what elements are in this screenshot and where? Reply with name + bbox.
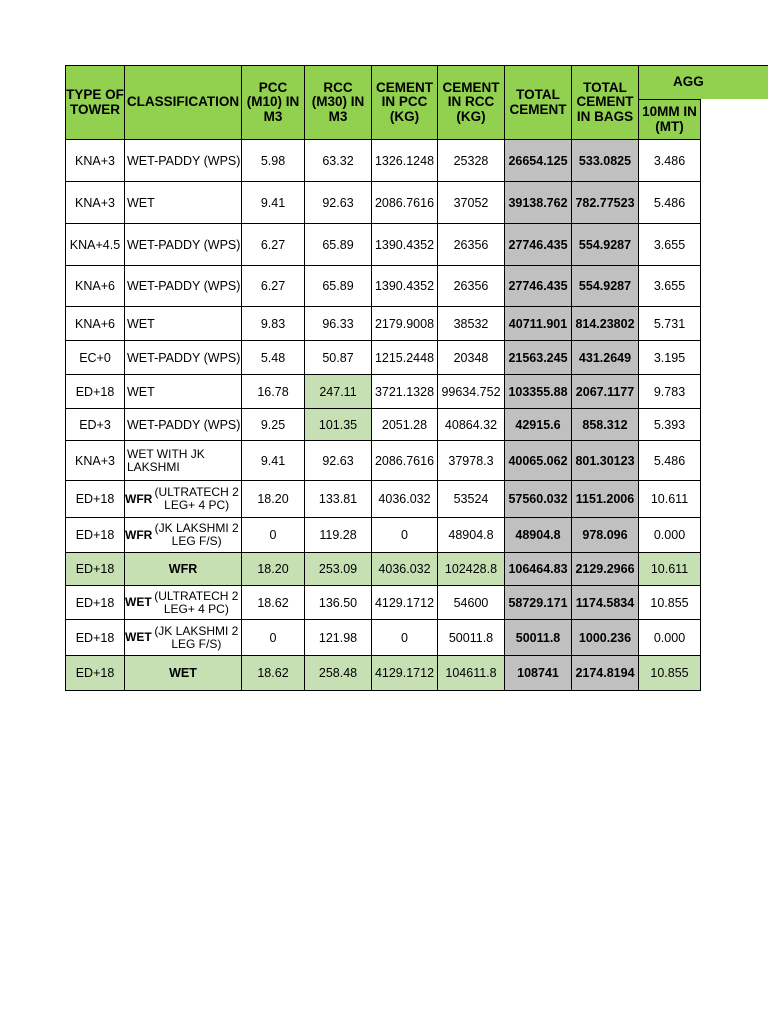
classification-type: WET	[169, 666, 197, 680]
cell-classification[interactable]	[125, 224, 242, 266]
cell-cpcc[interactable]: 2086.7616	[372, 182, 438, 224]
cell-pcc[interactable]: 18.62	[242, 586, 305, 620]
cell-tower[interactable]: ED+3	[65, 409, 125, 441]
cell-bags[interactable]: 782.77523	[572, 182, 639, 224]
cell-agg[interactable]: 9.783	[639, 375, 701, 409]
cell-classification[interactable]	[125, 620, 242, 656]
cell-cpcc[interactable]: 4129.1712	[372, 586, 438, 620]
cell-total[interactable]: 58729.171	[505, 586, 572, 620]
cell-agg[interactable]: 5.486	[639, 441, 701, 481]
cell-classification[interactable]	[125, 266, 242, 307]
cell-agg[interactable]: 3.195	[639, 341, 701, 375]
classification-type: WFR	[125, 527, 153, 542]
cell-pcc[interactable]: 5.98	[242, 140, 305, 182]
cell-crcc[interactable]: 26356	[438, 266, 505, 307]
cell-cpcc[interactable]: 1390.4352	[372, 266, 438, 307]
cell-agg[interactable]: 0.000	[639, 620, 701, 656]
cell-total[interactable]: 108741	[505, 656, 572, 691]
cell-total[interactable]: 26654.125	[505, 140, 572, 182]
cell-classification[interactable]	[125, 586, 242, 620]
cell-pcc[interactable]: 0	[242, 620, 305, 656]
cell-total[interactable]: 57560.032	[505, 481, 572, 518]
cell-tower[interactable]: KNA+6	[65, 266, 125, 307]
cell-agg[interactable]: 10.855	[639, 586, 701, 620]
classification-detail: (ULTRATECH 2 LEG+ 4 PC)	[154, 485, 239, 512]
cell-bags[interactable]: 2067.1177	[572, 375, 639, 409]
cell-tower[interactable]: ED+18	[65, 620, 125, 656]
cell-cpcc[interactable]: 4036.032	[372, 553, 438, 586]
cell-pcc[interactable]: 18.62	[242, 656, 305, 691]
cell-rcc[interactable]: 101.35	[305, 409, 372, 441]
cell-tower[interactable]: ED+18	[65, 375, 125, 409]
cell-agg[interactable]: 5.731	[639, 307, 701, 341]
header-pcc[interactable]: PCC (M10) IN M3	[242, 65, 305, 140]
cell-cpcc[interactable]: 2086.7616	[372, 441, 438, 481]
cell-crcc[interactable]: 38532	[438, 307, 505, 341]
cell-classification[interactable]	[125, 375, 242, 409]
cell-rcc[interactable]: 92.63	[305, 182, 372, 224]
cell-bags[interactable]: 801.30123	[572, 441, 639, 481]
cell-agg[interactable]: 3.655	[639, 224, 701, 266]
classification-detail: (JK LAKSHMI 2 LEG F/S)	[154, 623, 239, 651]
cell-crcc[interactable]: 37978.3	[438, 441, 505, 481]
cell-pcc[interactable]: 6.27	[242, 266, 305, 307]
cell-rcc[interactable]: 136.50	[305, 586, 372, 620]
cell-bags[interactable]: 431.2649	[572, 341, 639, 375]
classification-detail: WET	[127, 384, 155, 399]
cell-tower[interactable]: KNA+3	[65, 441, 125, 481]
header-total-bags[interactable]: TOTAL CEMENT IN BAGS	[572, 65, 639, 140]
classification-type: WET	[125, 630, 152, 645]
cell-crcc[interactable]: 20348	[438, 341, 505, 375]
classification-detail: WET-PADDY (WPS)	[127, 350, 241, 365]
header-cement-pcc[interactable]: CEMENT IN PCC (KG)	[372, 65, 438, 140]
header-agg-10mm[interactable]: 10MM IN (MT)	[639, 99, 701, 140]
classification-detail: WET-PADDY (WPS)	[127, 417, 241, 432]
cell-agg[interactable]: 10.855	[639, 656, 701, 691]
cell-classification[interactable]	[125, 140, 242, 182]
classification-detail: WET-PADDY (WPS)	[127, 279, 241, 293]
cell-rcc[interactable]: 50.87	[305, 341, 372, 375]
cell-pcc[interactable]: 18.20	[242, 553, 305, 586]
cell-bags[interactable]: 554.9287	[572, 266, 639, 307]
cell-classification[interactable]	[125, 518, 242, 553]
cell-tower[interactable]: KNA+3	[65, 182, 125, 224]
cell-agg[interactable]: 0.000	[639, 518, 701, 553]
cell-rcc[interactable]: 119.28	[305, 518, 372, 553]
cell-classification[interactable]	[125, 481, 242, 518]
classification-detail: (ULTRATECH 2 LEG+ 4 PC)	[154, 588, 239, 616]
cell-bags[interactable]: 858.312	[572, 409, 639, 441]
cell-bags[interactable]: 554.9287	[572, 224, 639, 266]
classification-detail: WET	[127, 316, 155, 331]
header-total-cement[interactable]: TOTAL CEMENT	[505, 65, 572, 140]
classification-type: WFR	[168, 562, 198, 576]
cell-total[interactable]: 27746.435	[505, 224, 572, 266]
cell-tower[interactable]: KNA+4.5	[65, 224, 125, 266]
cell-agg[interactable]: 5.486	[639, 182, 701, 224]
cell-tower[interactable]: ED+18	[65, 481, 125, 518]
cell-rcc[interactable]: 258.48	[305, 656, 372, 691]
cell-rcc[interactable]: 96.33	[305, 307, 372, 341]
cell-rcc[interactable]: 63.32	[305, 140, 372, 182]
cell-total[interactable]: 42915.6	[505, 409, 572, 441]
cell-cpcc[interactable]: 2179.9008	[372, 307, 438, 341]
cell-rcc[interactable]: 253.09	[305, 553, 372, 586]
cell-classification[interactable]	[125, 341, 242, 375]
cell-bags[interactable]: 1151.2006	[572, 481, 639, 518]
cell-rcc[interactable]: 247.11	[305, 375, 372, 409]
cell-tower[interactable]: ED+18	[65, 553, 125, 586]
cell-agg[interactable]: 5.393	[639, 409, 701, 441]
cell-cpcc[interactable]: 1326.1248	[372, 140, 438, 182]
cell-cpcc[interactable]: 2051.28	[372, 409, 438, 441]
cell-classification[interactable]	[125, 441, 242, 481]
cell-agg[interactable]: 10.611	[639, 553, 701, 586]
header-classification[interactable]: CLASSIFICATION	[125, 65, 242, 140]
cell-bags[interactable]: 533.0825	[572, 140, 639, 182]
cell-agg[interactable]: 10.611	[639, 481, 701, 518]
cell-tower[interactable]: KNA+3	[65, 140, 125, 182]
cell-pcc[interactable]: 9.25	[242, 409, 305, 441]
cell-pcc[interactable]: 6.27	[242, 224, 305, 266]
cell-classification[interactable]	[125, 553, 242, 586]
cell-total[interactable]: 40711.901	[505, 307, 572, 341]
cell-total[interactable]: 27746.435	[505, 266, 572, 307]
cell-crcc[interactable]: 40864.32	[438, 409, 505, 441]
cell-rcc[interactable]: 121.98	[305, 620, 372, 656]
cell-crcc[interactable]: 54600	[438, 586, 505, 620]
header-cement-rcc[interactable]: CEMENT IN RCC (KG)	[438, 65, 505, 140]
cell-crcc[interactable]: 50011.8	[438, 620, 505, 656]
cell-crcc[interactable]: 104611.8	[438, 656, 505, 691]
cell-pcc[interactable]: 0	[242, 518, 305, 553]
cell-agg[interactable]: 3.486	[639, 140, 701, 182]
cell-cpcc[interactable]: 1215.2448	[372, 341, 438, 375]
cell-classification[interactable]	[125, 409, 242, 441]
cell-pcc[interactable]: 9.41	[242, 182, 305, 224]
cell-tower[interactable]: ED+18	[65, 518, 125, 553]
classification-type: WFR	[125, 491, 153, 506]
cell-classification[interactable]	[125, 182, 242, 224]
cell-total[interactable]: 50011.8	[505, 620, 572, 656]
cell-total[interactable]: 40065.062	[505, 441, 572, 481]
cell-crcc[interactable]: 37052	[438, 182, 505, 224]
cell-crcc[interactable]: 26356	[438, 224, 505, 266]
cell-agg[interactable]: 3.655	[639, 266, 701, 307]
cell-crcc[interactable]: 25328	[438, 140, 505, 182]
cell-tower[interactable]: ED+18	[65, 586, 125, 620]
cell-cpcc[interactable]: 0	[372, 518, 438, 553]
cell-bags[interactable]: 1174.5834	[572, 586, 639, 620]
header-agg[interactable]: AGG	[639, 65, 768, 99]
cell-rcc[interactable]: 92.63	[305, 441, 372, 481]
cell-pcc[interactable]: 5.48	[242, 341, 305, 375]
classification-detail: WET-PADDY (WPS)	[127, 237, 241, 252]
header-rcc[interactable]: RCC (M30) IN M3	[305, 65, 372, 140]
cell-total[interactable]: 21563.245	[505, 341, 572, 375]
cell-total[interactable]: 48904.8	[505, 518, 572, 553]
cell-total[interactable]: 106464.83	[505, 553, 572, 586]
cell-cpcc[interactable]: 4129.1712	[372, 656, 438, 691]
cell-pcc[interactable]: 9.41	[242, 441, 305, 481]
classification-detail: WET WITH JK LAKSHMI	[127, 446, 205, 474]
cell-rcc[interactable]: 133.81	[305, 481, 372, 518]
cell-bags[interactable]: 1000.236	[572, 620, 639, 656]
cell-pcc[interactable]: 9.83	[242, 307, 305, 341]
cell-pcc[interactable]: 16.78	[242, 375, 305, 409]
classification-detail: WET-PADDY (WPS)	[127, 153, 241, 168]
cell-cpcc[interactable]: 0	[372, 620, 438, 656]
classification-type: WET	[125, 595, 152, 610]
cell-pcc[interactable]: 18.20	[242, 481, 305, 518]
cell-crcc[interactable]: 102428.8	[438, 553, 505, 586]
cell-tower[interactable]: KNA+6	[65, 307, 125, 341]
cell-bags[interactable]: 978.096	[572, 518, 639, 553]
cell-crcc[interactable]: 48904.8	[438, 518, 505, 553]
cell-tower[interactable]: ED+18	[65, 656, 125, 691]
cell-bags[interactable]: 814.23802	[572, 307, 639, 341]
cell-total[interactable]: 39138.762	[505, 182, 572, 224]
cell-bags[interactable]: 2174.8194	[572, 656, 639, 691]
cell-rcc[interactable]: 65.89	[305, 266, 372, 307]
classification-detail: (JK LAKSHMI 2 LEG F/S)	[154, 521, 239, 548]
header-type-of-tower[interactable]: TYPE OF TOWER	[65, 65, 125, 140]
cell-tower[interactable]: EC+0	[65, 341, 125, 375]
cell-rcc[interactable]: 65.89	[305, 224, 372, 266]
cell-bags[interactable]: 2129.2966	[572, 553, 639, 586]
cell-crcc[interactable]: 99634.752	[438, 375, 505, 409]
cell-cpcc[interactable]: 1390.4352	[372, 224, 438, 266]
cell-crcc[interactable]: 53524	[438, 481, 505, 518]
classification-detail: WET	[127, 195, 155, 210]
cell-classification[interactable]	[125, 656, 242, 691]
cell-cpcc[interactable]: 4036.032	[372, 481, 438, 518]
cell-total[interactable]: 103355.88	[505, 375, 572, 409]
cell-cpcc[interactable]: 3721.1328	[372, 375, 438, 409]
cell-classification[interactable]	[125, 307, 242, 341]
